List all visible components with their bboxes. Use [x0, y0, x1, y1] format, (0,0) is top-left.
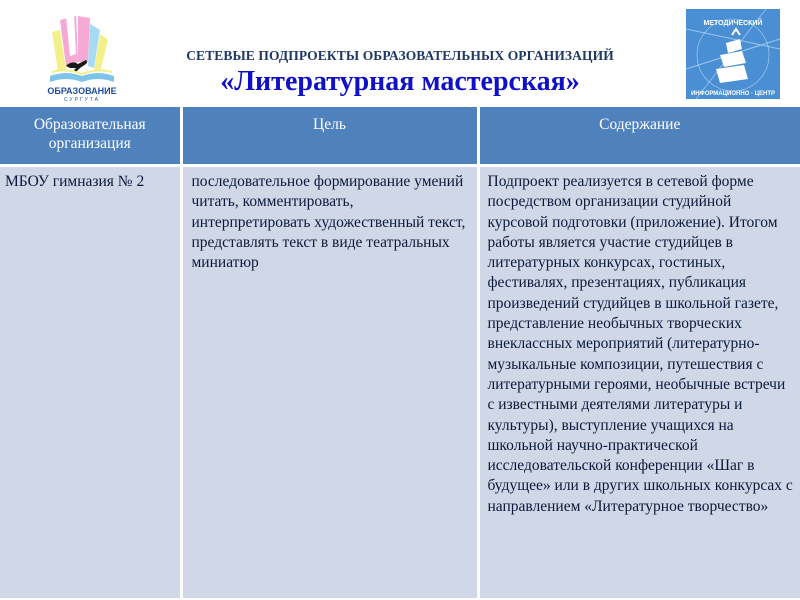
svg-text:МЕТОДИЧЕСКИЙ: МЕТОДИЧЕСКИЙ: [703, 20, 763, 27]
slide-header: [0, 0, 800, 106]
slide-subtitle: СЕТЕВЫЕ ПОДПРОЕКТЫ ОБРАЗОВАТЕЛЬНЫХ ОРГАНИЗАЦИЙ: [186, 48, 614, 63]
table-header-row: [0, 107, 800, 166]
column-header-content: Содержание: [478, 107, 800, 166]
cell-goal: последовательное формирование умений читать, комментировать, интерпретировать художественный текст, представлять текст в виде театральных миниатюр: [181, 166, 478, 599]
svg-text:ИНФОРМАЦИОННО · ЦЕНТР: ИНФОРМАЦИОННО · ЦЕНТР: [690, 91, 776, 97]
methodical-center-logo-icon: [686, 9, 780, 99]
column-header-organization: Образовательная организация: [0, 107, 181, 166]
cell-content: Подпроект реализуется в сетевой форме посредством организации студийной курсовой подготовки (приложение). Итогом работы является участие студийцев в литературных конкурсах, гостиных, фестивалях, презентациях, публикация произведений студийцев в школьной газете, представление необычных творческих внеклассных мероприятий (литературно-музыкальные композиции, путешествия с литературными героями, необычные встречи с известными деятелями литературы и культуры), выступление учащихся на школьной научно-практической исследовательской конференции «Шаг в будущее» или в других школьных конкурсах с направлением «Литературное творчество»: [478, 166, 800, 599]
cell-organization: МБОУ гимназия № 2: [0, 166, 181, 599]
column-header-goal: Цель: [181, 107, 478, 166]
svg-text:СУРГУТА: СУРГУТА: [63, 97, 101, 102]
education-surgut-logo-icon: [44, 10, 120, 102]
slide-title: «Литературная мастерская»: [220, 66, 580, 97]
table-row: [0, 166, 800, 599]
subprojects-table: [0, 107, 800, 598]
svg-text:ОБРАЗОВАНИЕ: ОБРАЗОВАНИЕ: [47, 86, 117, 96]
